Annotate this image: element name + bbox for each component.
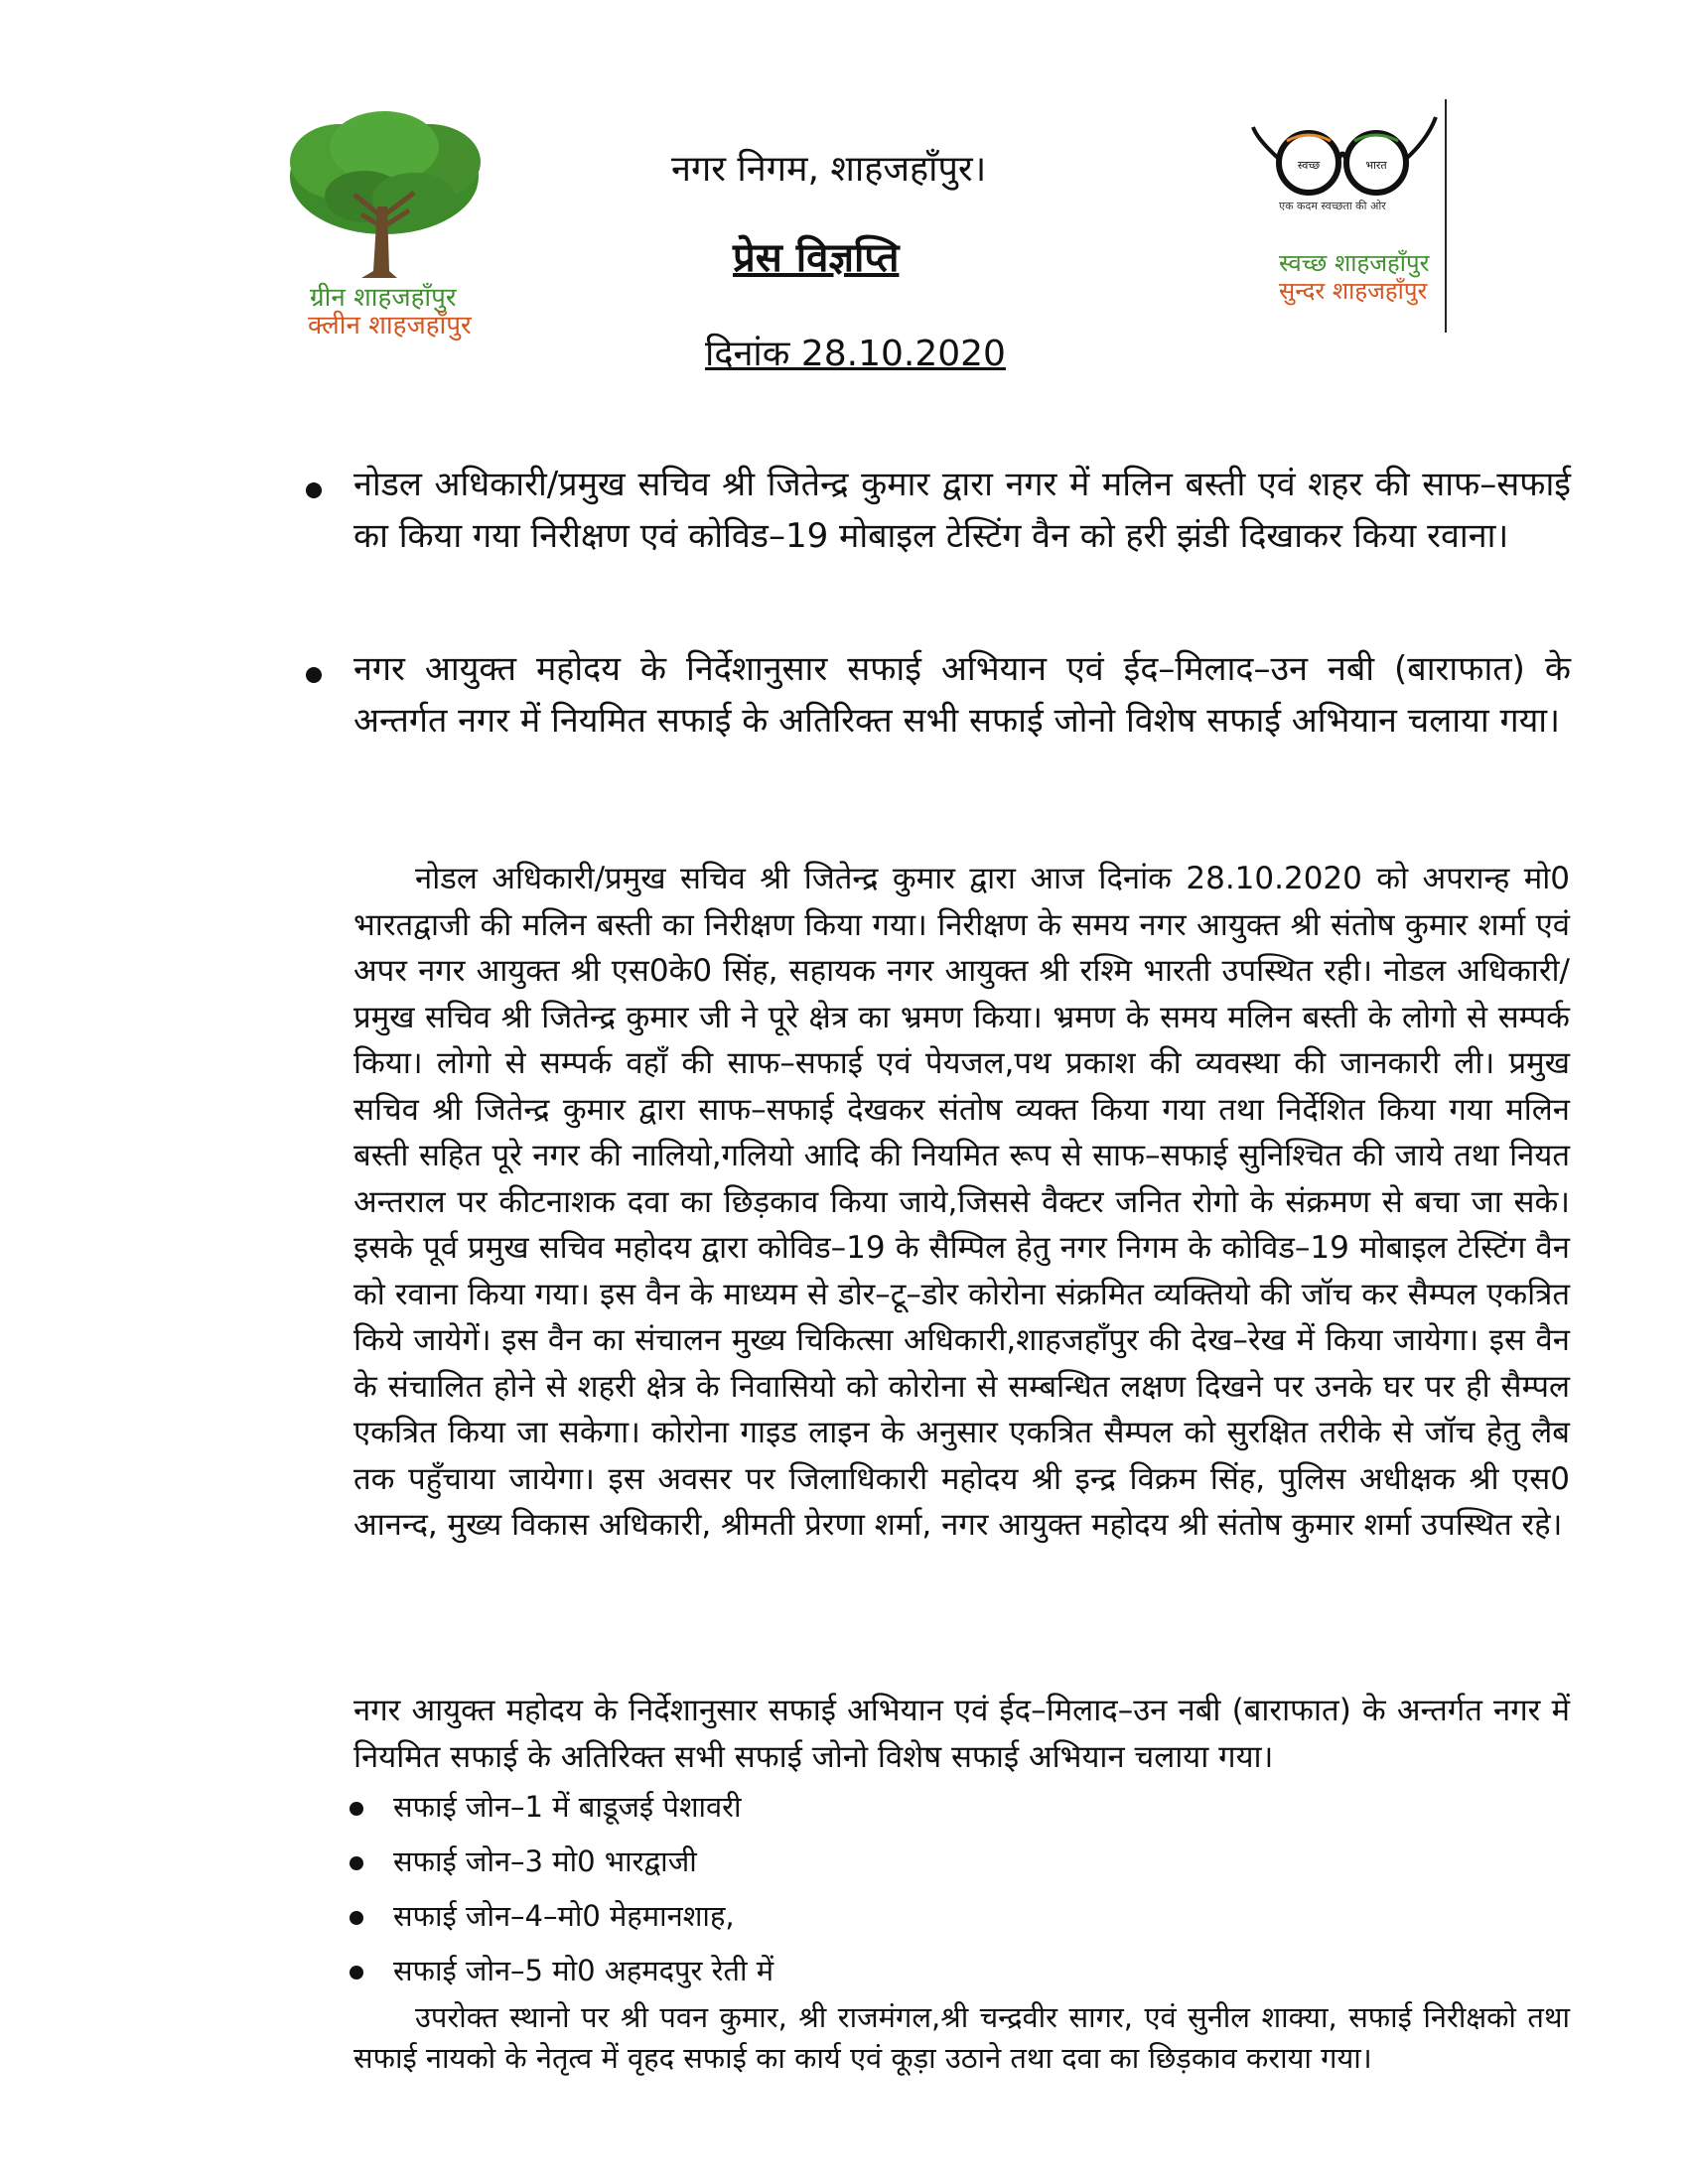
logo-tagline: एक कदम स्वच्छता की ओर <box>1279 200 1386 212</box>
release-date: दिनांक 28.10.2020 <box>705 334 1006 374</box>
page-title: प्रेस विज्ञप्ति <box>733 235 900 281</box>
clean-shahjahanpur-text: क्लीन शाहजहाँपुर <box>308 311 472 341</box>
organization-name: नगर निगम, शाहजहाँपुर। <box>671 149 987 190</box>
highlight-text: नगर आयुक्त महोदय के निर्देशानुसार सफाई अभियान एवं ईद–मिलाद–उन नबी (बाराफात) के अन्तर्गत नगर में नियमित सफाई के अतिरिक्त सभी सफाई जोनो विशेष सफाई अभियान चलाया गया। <box>353 649 1571 741</box>
highlight-item <box>308 459 1571 562</box>
green-shahjahanpur-text: ग्रीन शाहजहाँपुर <box>310 283 457 313</box>
swachh-shahjahanpur-text: स्वच्छ शाहजहाँपुर <box>1279 249 1430 277</box>
zone-item: सफाई जोन–4–मो0 मेहमानशाह, <box>393 1899 735 1933</box>
highlight-item <box>308 643 1571 747</box>
gandhi-glasses-icon <box>1247 109 1446 208</box>
highlight-text: नोडल अधिकारी/प्रमुख सचिव श्री जितेन्द्र कुमार द्वारा नगर में मलिन बस्ती एवं शहर की साफ–सफाई का किया गया निरीक्षण एवं कोविड–19 मोबाइल टेस्टिंग वैन को हरी झंडी दिखाकर किया रवाना। <box>353 465 1571 556</box>
bullet-icon <box>350 1802 363 1816</box>
bullet-icon <box>350 1966 363 1979</box>
lens-right-label: भारत <box>1365 159 1387 172</box>
green-shahjahanpur-logo <box>260 107 518 345</box>
body-paragraph-supervisors: उपरोक्त स्थानो पर श्री पवन कुमार, श्री राजमंगल,श्री चन्द्रवीर सागर, एवं सुनील शाक्या, सफाई निरीक्षको तथा सफाई नायको के नेतृत्व में वृहद सफाई का कार्य एवं कूड़ा उठाने तथा दवा का छिड़काव कराया गया। <box>353 2000 1570 2075</box>
zone-item: सफाई जोन–1 में बाडूजई पेशावरी <box>393 1790 742 1824</box>
sundar-shahjahanpur-text: सुन्दर शाहजहाँपुर <box>1279 277 1428 305</box>
header-divider <box>1445 99 1447 333</box>
zone-item: सफाई जोन–3 मो0 भारद्वाजी <box>393 1844 697 1878</box>
zone-item: सफाई जोन–5 मो0 अहमदपुर रेती में <box>393 1954 774 1987</box>
body-paragraph-cleaning-drive: नगर आयुक्त महोदय के निर्देशानुसार सफाई अभियान एवं ईद–मिलाद–उन नबी (बाराफात) के अन्तर्गत नगर में नियमित सफाई के अतिरिक्त सभी सफाई जोनो विशेष सफाई अभियान चलाया गया। <box>353 1693 1570 1775</box>
bullet-icon <box>350 1911 363 1925</box>
tree-icon <box>270 107 498 286</box>
lens-left-label: स्वच्छ <box>1297 159 1321 172</box>
bullet-icon <box>350 1856 363 1870</box>
body-paragraph-inspection: नोडल अधिकारी/प्रमुख सचिव श्री जितेन्द्र कुमार द्वारा आज दिनांक 28.10.2020 को अपरान्ह मो0 भारतद्वाजी की मलिन बस्ती का निरीक्षण किया गया। निरीक्षण के समय नगर आयुक्त श्री संतोष कुमार शर्मा एवं अपर नगर आयुक्त श्री एस0के0 सिंह, सहायक नगर आयुक्त श्री रश्मि भारती उपस्थित रही। नोडल अधिकारी/प्रमुख सचिव श्री जितेन्द्र कुमार जी ने पूरे क्षेत्र का भ्रमण किया। भ्रमण के समय मलिन बस्ती के लोगो से सम्पर्क किया। लोगो से सम्पर्क वहाँ की साफ–सफाई एवं पेयजल,पथ प्रकाश की व्यवस्था की जानकारी ली। प्रमुख सचिव श्री जितेन्द्र कुमार द्वारा साफ–सफाई देखकर संतोष व्यक्त किया गया तथा निर्देशित किया गया मलिन बस्ती सहित पूरे नगर की नालियो,गलियो आदि की नियमित रूप से साफ–सफाई सुनिश्चित की जाये तथा नियत अन्तराल पर कीटनाशक दवा का छिड़काव किया जाये,जिससे वैक्टर जनित रोगो के संक्रमण से बचा जा सके। इसके पूर्व प्रमुख सचिव महोदय द्वारा कोविड–19 के सैम्पिल हेतु नगर निगम के कोविड–19 मोबाइल टेस्टिंग वैन को रवाना किया गया। इस वैन के माध्यम से डोर–टू–डोर कोरोना संक्रमित व्यक्तियो की जॉच कर सैम्पल एकत्रित किये जायेगें। इस वैन का संचालन मुख्य चिकित्सा अधिकारी,शाहजहाँपुर की देख–रेख में किया जायेगा। इस वैन के संचालित होने से शहरी क्षेत्र के निवासियो को कोरोना से सम्बन्धित लक्षण दिखने पर उनके घर पर ही सैम्पल एकत्रित किया जा सकेगा। कोरोना गाइड लाइन के अनुसार एकत्रित सैम्पल को सुरक्षित तरीके से जॉच हेतु लैब तक पहुँचाया जायेगा। इस अवसर पर जिलाधिकारी महोदय श्री इन्द्र विक्रम सिंह, पुलिस अधीक्षक श्री एस0 आनन्द, मुख्य विकास अधिकारी, श्रीमती प्रेरणा शर्मा, नगर आयुक्त महोदय श्री संतोष कुमार शर्मा उपस्थित रहे। <box>353 861 1570 1543</box>
swachh-bharat-logo <box>1231 99 1470 338</box>
